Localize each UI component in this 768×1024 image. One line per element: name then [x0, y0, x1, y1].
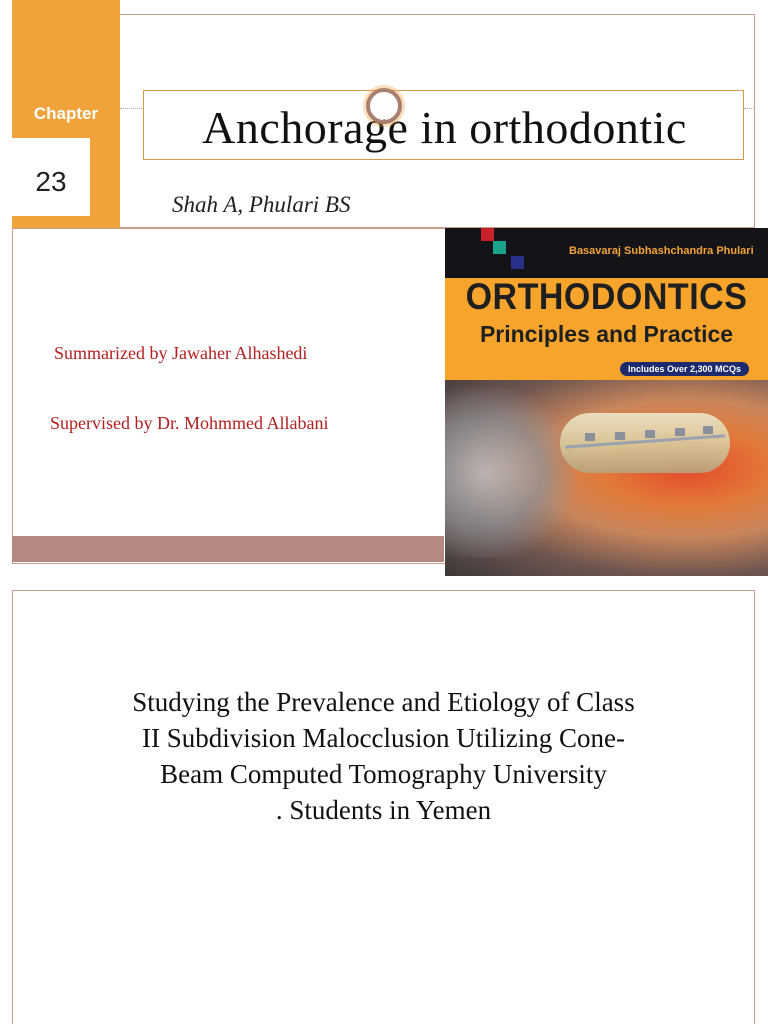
study-title-line: II Subdivision Malocclusion Utilizing Cone- [142, 723, 625, 753]
cover-teal-square [493, 241, 506, 254]
cover-red-square [481, 228, 494, 241]
book-author: Basavaraj Subhashchandra Phulari [569, 245, 754, 257]
book-subtitle: Principles and Practice [479, 321, 734, 347]
chapter-number: 23 [35, 166, 67, 197]
mcq-badge: Includes Over 2,300 MCQs [620, 362, 749, 376]
dotted-rule [120, 108, 144, 109]
study-title-line: . Students in Yemen [275, 795, 492, 825]
authors: Shah A, Phulari BS [172, 192, 351, 217]
book-title: ORTHODONTICS [465, 276, 748, 318]
bracket [703, 426, 713, 434]
slide-title: Anchorage in orthodontic [202, 102, 687, 153]
cover-blue-square [511, 256, 524, 269]
title-box [143, 90, 744, 160]
chapter-label: Chapter [33, 104, 99, 123]
supervised-by: Supervised by Dr. Mohmmed Allabani [50, 413, 329, 433]
decorative-ring-icon [366, 88, 402, 124]
book-cover-image [445, 228, 768, 576]
bracket [675, 428, 685, 436]
bracket [585, 433, 595, 441]
study-title [12, 684, 755, 828]
bracket [615, 432, 625, 440]
study-title-line: Beam Computed Tomography University [160, 759, 607, 789]
dotted-rule-right [744, 108, 754, 109]
bracket [645, 430, 655, 438]
xray-skull [445, 388, 575, 558]
content-frame [12, 228, 446, 564]
chapter-number-box [12, 138, 90, 216]
footer-bar [12, 536, 444, 562]
summarized-by: Summarized by Jawaher Alhashedi [54, 343, 308, 363]
study-title-line: Studying the Prevalence and Etiology of Class [132, 687, 635, 717]
